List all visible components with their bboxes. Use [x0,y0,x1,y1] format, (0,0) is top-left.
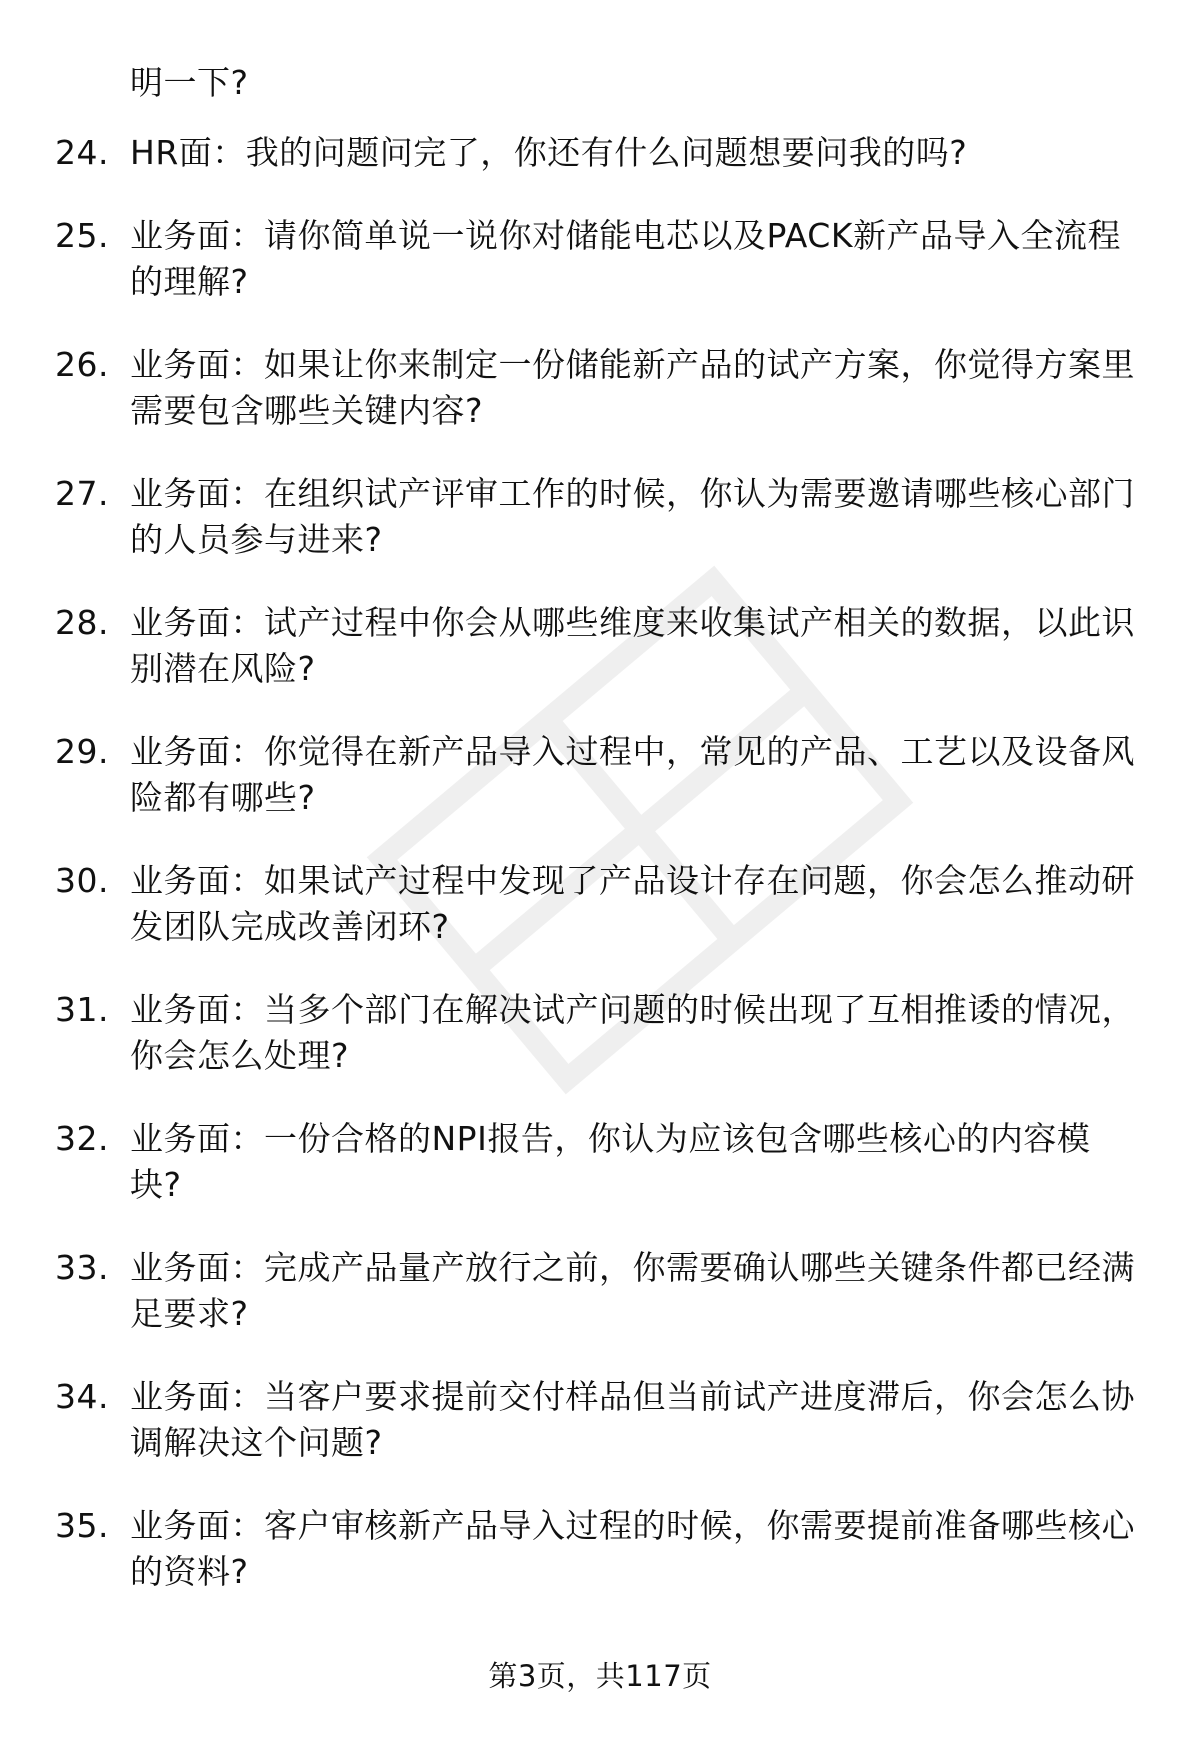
question-text: 业务面：一份合格的NPI报告，你认为应该包含哪些核心的内容模块? [130,1119,1091,1204]
list-item [55,729,1140,821]
question-number: 34. [55,1377,109,1416]
question-text: 业务面：如果试产过程中发现了产品设计存在问题，你会怎么推动研发团队完成改善闭环? [130,861,1135,946]
question-number: 25. [55,216,109,255]
question-text: 业务面：当客户要求提前交付样品但当前试产进度滞后，你会怎么协调解决这个问题? [130,1377,1135,1462]
question-text: 业务面：试产过程中你会从哪些维度来收集试产相关的数据，以此识别潜在风险? [130,603,1135,688]
list-item [55,1116,1140,1208]
question-number: 31. [55,990,109,1029]
page-footer: 第3页，共117页 [488,1659,712,1693]
continued-text: 明一下? [130,63,249,102]
question-number: 28. [55,603,109,642]
question-number: 29. [55,732,109,771]
question-text: 业务面：客户审核新产品导入过程的时候，你需要提前准备哪些核心的资料? [130,1506,1135,1591]
question-number: 33. [55,1248,109,1287]
list-item [55,600,1140,692]
question-number: 32. [55,1119,109,1158]
question-number: 30. [55,861,109,900]
list-item [55,471,1140,563]
question-text: 业务面：你觉得在新产品导入过程中，常见的产品、工艺以及设备风险都有哪些? [130,732,1135,817]
question-text: HR面：我的问题问完了，你还有什么问题想要问我的吗? [130,133,968,172]
list-item [55,130,1140,176]
list-item [55,1374,1140,1466]
list-item [55,213,1140,305]
question-list [55,130,1140,1595]
list-item [55,858,1140,950]
list-item [55,987,1140,1079]
question-text: 业务面：完成产品量产放行之前，你需要确认哪些关键条件都已经满足要求? [130,1248,1135,1333]
question-text: 业务面：请你简单说一说你对储能电芯以及PACK新产品导入全流程的理解? [130,216,1121,301]
question-text: 业务面：如果让你来制定一份储能新产品的试产方案，你觉得方案里需要包含哪些关键内容? [130,345,1135,430]
list-item [55,342,1140,434]
question-number: 24. [55,133,109,172]
list-item [55,1245,1140,1337]
question-number: 35. [55,1506,109,1545]
list-item [55,1503,1140,1595]
question-number: 27. [55,474,109,513]
question-text: 业务面：当多个部门在解决试产问题的时候出现了互相推诿的情况，你会怎么处理? [130,990,1135,1075]
question-text: 业务面：在组织试产评审工作的时候，你认为需要邀请哪些核心部门的人员参与进来? [130,474,1135,559]
question-number: 26. [55,345,109,384]
